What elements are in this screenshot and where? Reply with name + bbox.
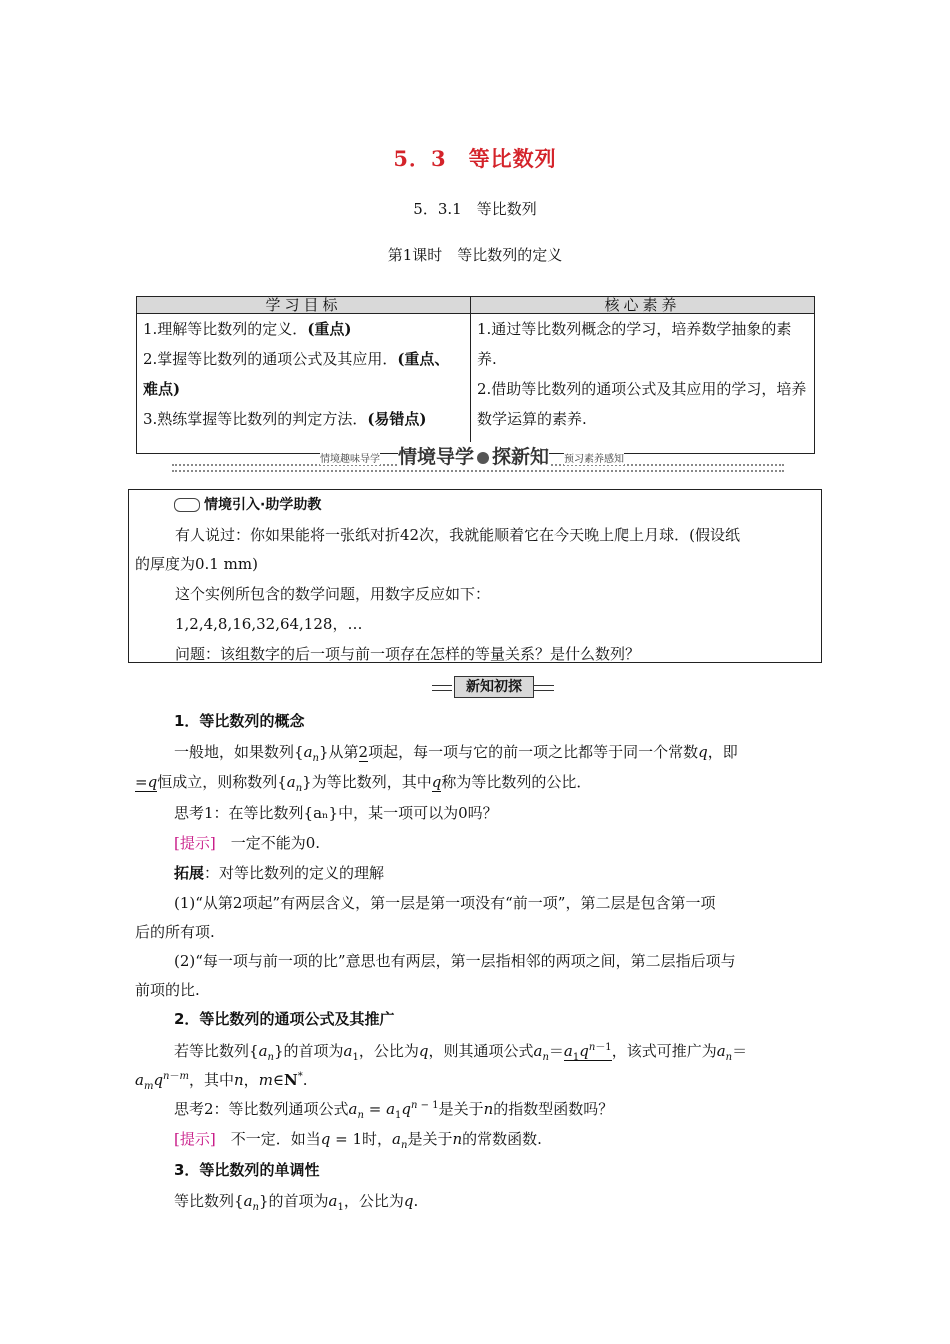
banner-right-text: 预习素养感知 (564, 450, 624, 465)
arrow-dot-icon (477, 452, 489, 464)
banner-left-text: 情境趣味导学 (320, 450, 380, 465)
context-header: 情境引入·助学助教 (174, 494, 321, 514)
goal-item: 1.理解等比数列的定义．(重点) (143, 320, 352, 338)
new-knowledge-tag: 新知初探 (432, 676, 554, 698)
context-question: 问题：该组数字的后一项与前一项存在怎样的等量关系？是什么数列？ (175, 645, 641, 663)
extension-item: (2)“每一项与前一项的比”意思也有两层，第一层指相邻的两项之间，第二层指后项与 (174, 952, 736, 970)
extension-item: (1)“从第2项起”有两层含义，第一层是第一项没有“前一项”，第二层是包含第一项 (174, 894, 716, 912)
literacy-item: 1.通过等比数列概念的学习，培养数学抽象的素养. (477, 320, 792, 368)
speech-icon (174, 498, 200, 512)
s1-definition: 一般地，如果数列$\{a_n\}$从第2项起，每一项与它的前一项之比都等于同一个常数q，即 (174, 743, 738, 764)
s2-formula: 若等比数列$\{a_n\}$的首项为$a_1$，公比为q，则其通项公式$a_n=a_1q^{n-1}$，该式可推广为$a_n=$ (174, 1042, 748, 1063)
s2-formula-2: $a_mq^{n-m}$，其中n，m∈N*. (135, 1071, 308, 1092)
goals-left-header: 学习目标 (137, 297, 471, 314)
think-2: 思考2：等比数列通项公式$a_n = a_1q^{n - 1}$是关于n的指数型函数吗？ (174, 1100, 614, 1121)
section-banner (172, 442, 784, 472)
section-subtitle: 5．3.1 等比数列 (413, 200, 537, 218)
learning-goals (137, 314, 471, 454)
goal-item: 3.熟练掌握等比数列的判定方法．(易错点) (143, 410, 427, 428)
context-sequence: 1,2,4,8,16,32,64,128，… (175, 615, 363, 633)
banner-main: 情境导学 探新知 (398, 442, 549, 469)
context-text: 有人说过：你如果能将一张纸对折42次，我就能顺着它在今天晚上爬上月球．(假设纸 (175, 526, 740, 544)
hint-1: [提示] 一定不能为0. (174, 834, 321, 852)
goal-item: 2.掌握等比数列的通项公式及其应用．(重点、难点) (143, 350, 450, 398)
s3-text: 等比数列$\{a_n\}$的首项为$a_1$，公比为q. (174, 1192, 419, 1213)
extension-item: 后的所有项. (135, 923, 215, 941)
core-literacy (471, 314, 815, 454)
s3-heading: 3．等比数列的单调性 (174, 1161, 320, 1179)
extension: 拓展：对等比数列的定义的理解 (174, 864, 385, 882)
think-1: 思考1：在等比数列{aₙ}中，某一项可以为0吗？ (174, 804, 498, 822)
s1-heading: 1．等比数列的概念 (174, 712, 305, 730)
page-title: 5．3 等比数列 (393, 146, 557, 171)
s2-heading: 2．等比数列的通项公式及其推广 (174, 1010, 395, 1028)
goals-right-header: 核心素养 (471, 297, 815, 314)
context-text: 的厚度为0.1 mm) (135, 555, 258, 573)
s1-definition-2: =q恒成立，则称数列$\{a_n\}$为等比数列，其中q称为等比数列的公比． (135, 773, 592, 794)
literacy-item: 2.借助等比数列的通项公式及其应用的学习，培养数学运算的素养. (477, 380, 807, 428)
extension-item: 前项的比. (135, 981, 200, 999)
context-box (128, 489, 822, 663)
lesson-title: 第1课时 等比数列的定义 (387, 246, 563, 264)
context-text: 这个实例所包含的数学问题，用数字反应如下： (175, 585, 491, 603)
hint-2: [提示] 不一定．如当q = 1时，$a_n$是关于n的常数函数. (174, 1130, 542, 1151)
goals-table (136, 296, 815, 454)
